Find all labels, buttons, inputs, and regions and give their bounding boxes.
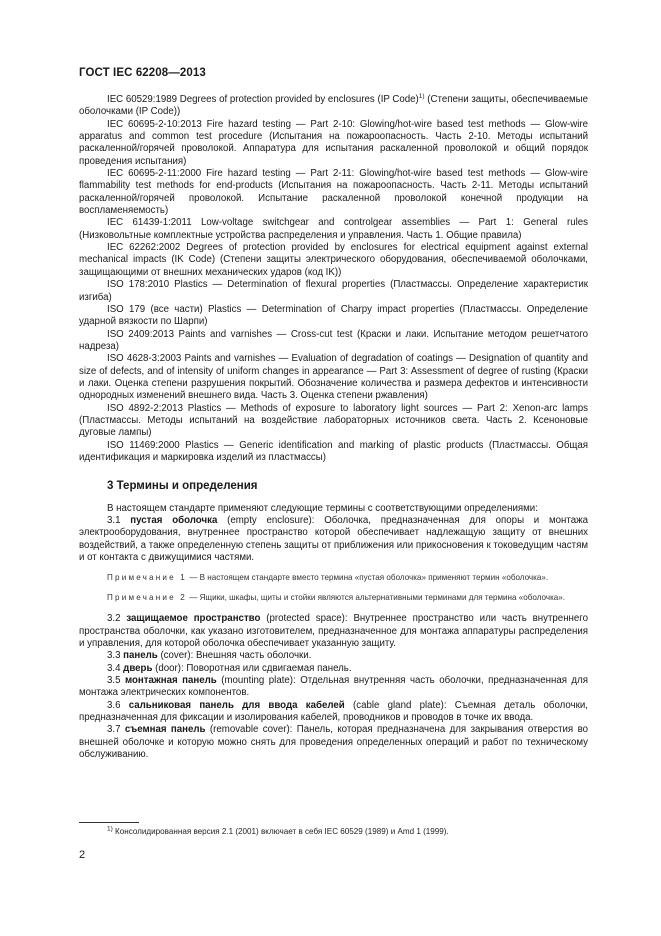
footnote-marker: 1): [107, 825, 113, 833]
term-definition-3-3: [79, 650, 588, 662]
term-definition-3-4: [79, 663, 588, 675]
reference-item: ISO 4628-3:2003 Paints and varnishes — Evaluation of degradation of coatings — Designation of quantity and size of defects, and of intensity of uniform changes in appearance — Part 3: Assessment of degree of rusting (Краски и лаки. Оценка степени разрушения покрытий. Обозначение количества и размера дефектов и интенсивности однородных изменений внешнего вида. Часть 3. Оценка степени ржавления): [79, 353, 588, 402]
reference-item: IEC 60695-2-10:2013 Fire hazard testing — Part 2-10: Glowing/hot-wire based test methods — Glow-wire apparatus and common test procedure (Испытания на пожароопасность. Часть 2-10. Методы испытаний раскаленной/горячей проволокой. Аппаратура для испытания раскаленной проволокой и общий порядок проведения испытания): [79, 118, 588, 167]
term-name: защищаемое пространство: [126, 613, 261, 625]
reference-text: IEC 60529:1989 Degrees of protection provided by enclosures (IP Code): [107, 94, 419, 105]
term-text: (cable gland plate): Съемная деталь оболочки, предназначенная для фиксации и изолирования кабелей, проводников и проводов в точке их ввода.: [79, 699, 588, 724]
term-number: 3.5: [107, 675, 125, 687]
term-text: (removable cover): Панель, которая предназначена для закрывания отверстия во внешней оболочке и которую можно снять для проведения определенных операций и работ по техническому обслуживанию.: [79, 724, 589, 761]
term-text: (empty enclosure): Оболочка, предназначенная для опоры и монтажа электрооборудования, внутреннее пространство которой обеспечивает надлежащую защиту от внешних воздействий, а также определенную степень защиты от приближения или прикосновения к токоведущим частям и от контакта с движущимися частями.: [79, 515, 588, 564]
term-definition-3-7: [79, 724, 588, 761]
reference-item: IEC 61439-1:2011 Low-voltage switchgear and controlgear assemblies — Part 1: General rules (Низковольтные комплектные устройства распределения и управления. Часть 1. Общие правила): [79, 217, 588, 241]
term-name: монтажная панель: [124, 675, 217, 687]
footnote: [107, 826, 588, 837]
section-intro: В настоящем стандарте применяют следующие термины с соответствующими определениями:: [107, 502, 538, 514]
reference-item: IEC 62262:2002 Degrees of protection provided by enclosures for electrical equipment against external mechanical impacts (IK Code) (Степени защиты электрического оборудования, обеспечиваемой оболочками, защищающими от внешних механических ударов (код IK)): [79, 242, 588, 278]
footnote-text: Консолидированная версия 2.1 (2001) включает в себя IEC 60529 (1989) и Amd 1 (1999).: [112, 827, 449, 836]
term-definition-3-6: [79, 700, 588, 725]
normative-references: [79, 94, 588, 464]
document-body: [79, 94, 588, 762]
term-number: 3.1: [107, 515, 131, 526]
note-text: — В настоящем стандарте вместо термина «пустая оболочка» применяют термин «оболочка».: [187, 573, 549, 583]
term-name: съемная панель: [124, 724, 206, 736]
term-number: 3.7: [107, 724, 125, 736]
term-text: (cover): Внешняя часть оболочки.: [157, 650, 312, 662]
reference-item: ISO 4892-2:2013 Plastics — Methods of exposure to laboratory light sources — Part 2: Xenon-arc lamps (Пластмассы. Методы испытаний на воздействие лабораторных источников света. Часть 2. Ксеноновые дуговые лампы): [79, 402, 588, 439]
note-label: Примечание 1: [107, 573, 187, 583]
term-text: (door): Поворотная или сдвигаемая панель.: [152, 662, 352, 674]
page-number: 2: [79, 849, 86, 861]
term-definition-3-5: [79, 675, 588, 700]
note-label: Примечание 2: [107, 593, 187, 603]
term-name: панель: [123, 650, 158, 662]
note-2: [79, 592, 588, 604]
footnote-marker: 1): [418, 92, 425, 100]
note-text: — Ящики, шкафы, щиты и стойки являются альтернативными терминами для термина «оболочка».: [187, 593, 566, 603]
reference-item: ISO 178:2010 Plastics — Determination of flexural properties (Пластмассы. Определение характеристик изгиба): [79, 279, 588, 303]
document-header: ГОСТ IEC 62208—2013: [79, 67, 206, 79]
reference-item: [79, 94, 588, 119]
term-number: 3.6: [107, 699, 129, 711]
term-name: сальниковая панель для ввода кабелей: [128, 699, 345, 711]
term-definition-3-1: [79, 515, 588, 564]
term-definition-3-2: [79, 613, 588, 650]
term-text: (mounting plate): Отдельная внутренняя часть оболочки, предназначенная для монтажа электрических компонентов.: [79, 675, 588, 699]
reference-item: IEC 60695-2-11:2000 Fire hazard testing — Part 2-11: Glowing/hot-wire based test methods — Glow-wire flammability test methods for end-products (Испытания на пожароопасность. Часть 2-11. Методы испытаний раскаленной/горячей проволокой. Испытание раскаленной проволокой конечной продукции на воспламеняемость): [79, 168, 588, 217]
footnote-separator: [79, 822, 139, 823]
note-1: [79, 572, 588, 584]
term-number: 3.4: [107, 662, 124, 674]
section-heading: 3 Термины и определения: [107, 480, 258, 493]
reference-item: ISO 179 (все части) Plastics — Determination of Charpy impact properties (Пластмассы. Определение ударной вязкости по Шарпи): [79, 303, 588, 328]
term-number: 3.2: [107, 613, 127, 625]
reference-item: ISO 11469:2000 Plastics — Generic identification and marking of plastic products (Пластмассы. Общая идентификация и маркировка изделий из пластмассы): [79, 439, 588, 463]
reference-item: ISO 2409:2013 Paints and varnishes — Cross-cut test (Краски и лаки. Испытание методом решетчатого надреза): [79, 328, 588, 352]
term-name: пустая оболочка: [130, 515, 218, 526]
term-text: (protected space): Внутреннее пространство или часть внутреннего пространства оболочки, как указано изготовителем, предназначенное для монтажа аппаратуры распределения и управления, для которой оболочка обеспечивает указанную защиту.: [79, 613, 588, 650]
term-name: дверь: [123, 662, 153, 674]
reference-text-cont: (Степени защиты, обеспечиваемые оболочками (IP Code)): [79, 94, 588, 118]
term-number: 3.3: [107, 650, 124, 662]
